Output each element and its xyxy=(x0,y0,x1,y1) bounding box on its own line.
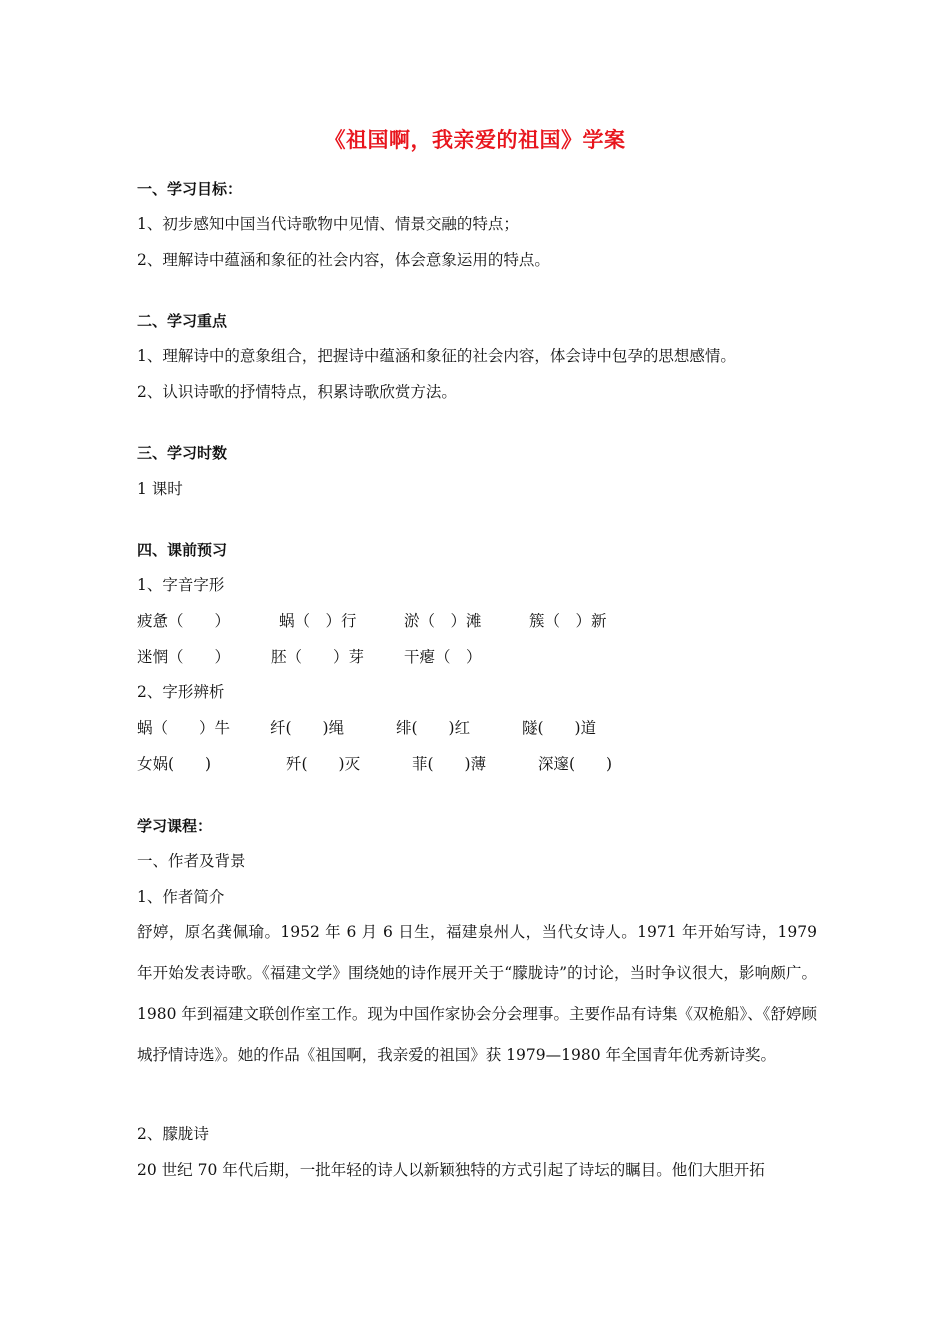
goal-item-2: 2、理解诗中蕴涵和象征的社会内容，体会意象运用的特点。 xyxy=(137,251,550,269)
exercise-item: 蜗（ ）行 xyxy=(279,612,357,630)
misty-poetry-paragraph: 20 世纪 70 年代后期，一批年轻的诗人以新颖独特的方式引起了诗坛的瞩目。他们大胆开拓 xyxy=(137,1161,765,1179)
exercise-item: 疲惫（ ） xyxy=(137,612,231,630)
exercise-item: 淤（ ）滩 xyxy=(404,612,482,630)
author-paragraph: 舒婷，原名龚佩瑜。1952 年 6 月 6 日生，福建泉州人，当代女诗人。1971 年开始写诗，1979 年开始发表诗歌。《福建文学》围绕她的诗作展开关于“朦胧诗”的讨论，当时争议很大，影响颇广。1980 年到福建文联创作室工作。现为中国作家协会分会理事。主要作品有诗集《双桅船》、《舒婷顾城抒情诗选》。她的作品《祖国啊，我亲爱的祖国》获 1979—1980 年全国青年优秀新诗奖。 xyxy=(137,923,817,1064)
section-heading-goals: 一、学习目标： xyxy=(137,180,243,198)
focus-item-1: 1、理解诗中的意象组合，把握诗中蕴涵和象征的社会内容，体会诗中包孕的思想感情。 xyxy=(137,347,736,365)
exercise-item: 绯( )红 xyxy=(396,719,471,737)
section-heading-preview: 四、课前预习 xyxy=(137,541,228,559)
course-part-author-background: 一、作者及背景 xyxy=(137,852,246,870)
document-title: 《祖国啊，我亲爱的祖国》学案 xyxy=(324,127,626,152)
preview-sub-pronunciation: 1、字音字形 xyxy=(137,576,225,594)
preview-sub-glyph: 2、字形辨析 xyxy=(137,683,225,701)
exercise-item: 隧( )道 xyxy=(522,719,597,737)
course-sub-misty-poetry: 2、朦胧诗 xyxy=(137,1125,209,1143)
exercise-item: 胚（ ）芽 xyxy=(271,648,365,666)
exercise-item: 女娲( ) xyxy=(137,755,212,773)
focus-item-2: 2、认识诗歌的抒情特点，积累诗歌欣赏方法。 xyxy=(137,383,457,401)
exercise-item: 歼( )灭 xyxy=(286,755,361,773)
exercise-item: 深邃( ) xyxy=(538,755,613,773)
course-sub-author-intro: 1、作者简介 xyxy=(137,888,225,906)
goal-item-1: 1、初步感知中国当代诗歌物中见情、情景交融的特点； xyxy=(137,215,519,233)
exercise-item: 簇（ ）新 xyxy=(529,612,607,630)
exercise-item: 蜗（ ）牛 xyxy=(137,719,231,737)
hours-value: 1 课时 xyxy=(137,480,183,498)
section-heading-course: 学习课程： xyxy=(137,817,213,835)
exercise-item: 纤( )绳 xyxy=(270,719,345,737)
section-heading-focus: 二、学习重点 xyxy=(137,312,228,330)
exercise-item: 干瘪（ ） xyxy=(404,648,482,666)
section-heading-hours: 三、学习时数 xyxy=(137,444,228,462)
exercise-item: 迷惘（ ） xyxy=(137,648,231,666)
exercise-item: 菲( )薄 xyxy=(412,755,487,773)
